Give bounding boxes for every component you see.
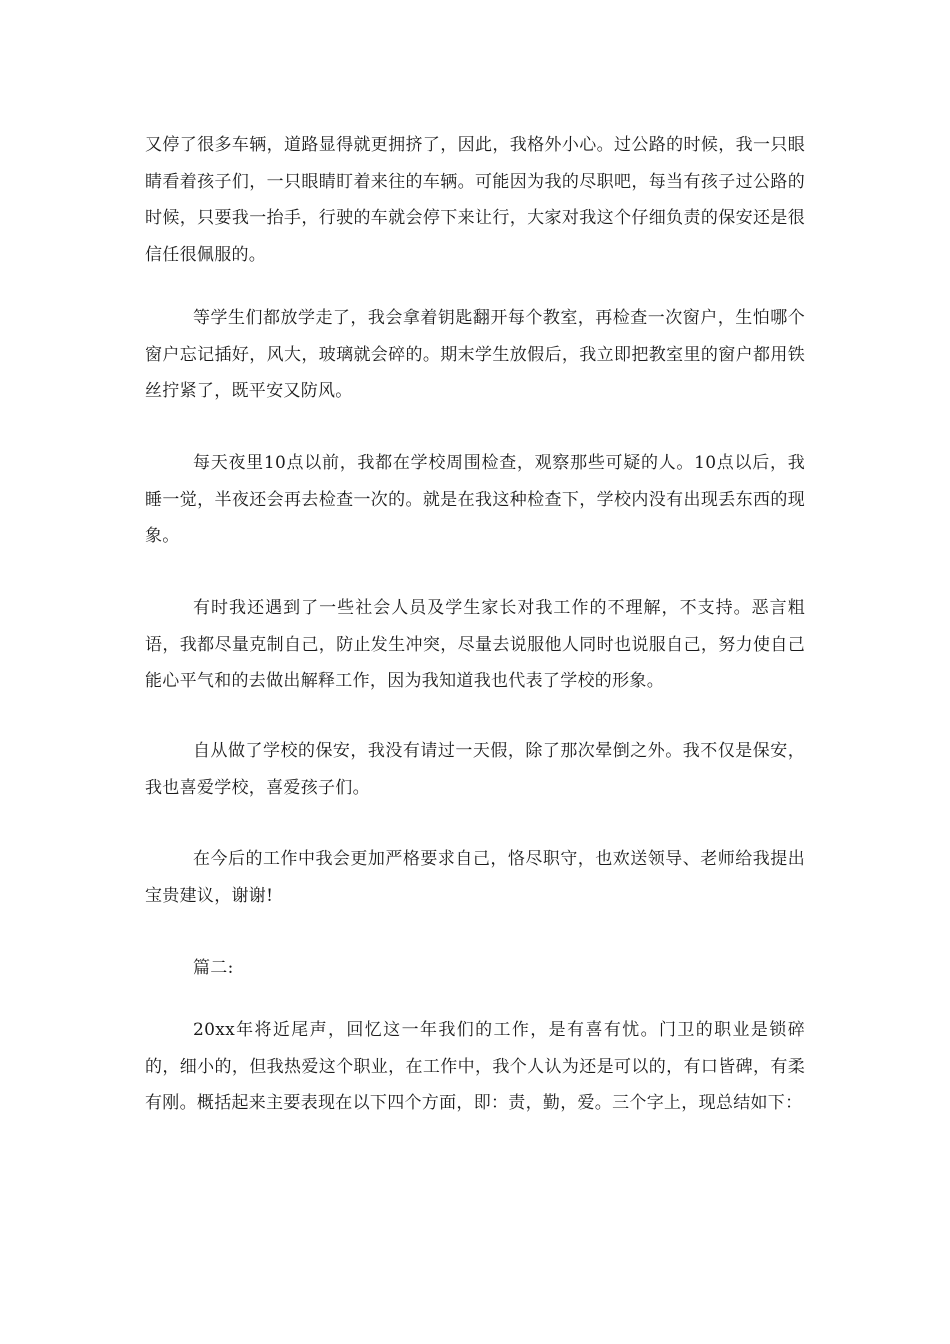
- paragraph-night-patrol: 每天夜里10点以前，我都在学校周围检查，观察那些可疑的人。10点以后，我睡一觉，半夜还会再去检查一次的。就是在我这种检查下，学校内没有出现丢东西的现象。: [145, 453, 805, 546]
- paragraph-no-leave: 自从做了学校的保安，我没有请过一天假，除了那次晕倒之外。我不仅是保安，我也喜爱学校，喜爱孩子们。: [145, 741, 805, 798]
- paragraph-year-summary: 20xx年将近尾声，回忆这一年我们的工作，是有喜有忧。门卫的职业是锁碎的，细小的，但我热爱这个职业，在工作中，我个人认为还是可以的，有口皆碑，有柔有刚。概括起来主要表现在以下四个方面，即：责，勤，爱。三个字上，现总结如下：: [145, 1020, 805, 1113]
- paragraph-classroom-check: 等学生们都放学走了，我会拿着钥匙翻开每个教室，再检查一次窗户，生怕哪个窗户忘记插好，风大，玻璃就会碎的。期末学生放假后，我立即把教室里的窗户都用铁丝拧紧了，既平安又防风。: [145, 308, 805, 401]
- section-heading-part-two: 篇二:: [193, 958, 234, 978]
- paragraph-closing: 在今后的工作中我会更加严格要求自己，恪尽职守，也欢送领导、老师给我提出宝贵建议，谢谢!: [145, 849, 805, 906]
- paragraph-misunderstanding: 有时我还遇到了一些社会人员及学生家长对我工作的不理解，不支持。恶言粗语，我都尽量克制自己，防止发生冲突，尽量去说服他人同时也说服自己，努力使自己能心平气和的去做出解释工作，因为我知道我也代表了学校的形象。: [145, 598, 805, 691]
- paragraph-traffic: 又停了很多车辆，道路显得就更拥挤了，因此，我格外小心。过公路的时候，我一只眼睛看着孩子们，一只眼睛盯着来往的车辆。可能因为我的尽职吧，每当有孩子过公路的时候，只要我一抬手，行驶的车就会停下来让行，大家对我这个仔细负责的保安还是很信任很佩服的。: [145, 135, 805, 265]
